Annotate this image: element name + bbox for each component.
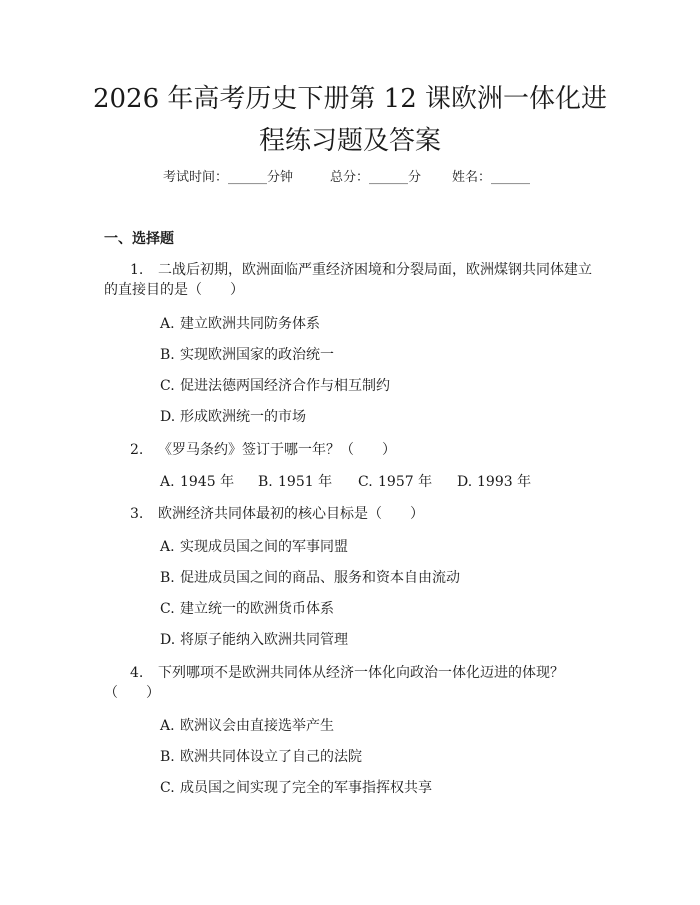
question-number: 1.: [130, 262, 144, 278]
title-line-1: 2026 年高考历史下册第 12 课欧洲一体化进: [92, 84, 608, 114]
q1-option-b: B. 实现欧洲国家的政治统一: [160, 347, 334, 363]
title-line-2: 程练习题及答案: [258, 126, 441, 156]
q2-option-d: D. 1993 年: [457, 474, 532, 490]
q3-option-a: A. 实现成员国之间的军事同盟: [160, 539, 348, 555]
question-number: 3.: [130, 506, 144, 522]
q2-option-c: C. 1957 年: [358, 474, 433, 490]
question-2: [104, 440, 604, 460]
q1-option-c: C. 促进法德两国经济合作与相互制约: [160, 378, 390, 394]
question-1: [104, 260, 604, 300]
document-title: [60, 78, 640, 162]
q4-option-c: C. 成员国之间实现了完全的军事指挥权共享: [160, 780, 432, 796]
question-stem: 二战后初期，欧洲面临严重经济困境和分裂局面，欧洲煤钢共同体建立的直接目的是（ ）: [104, 262, 592, 298]
student-name-field: 姓名：______: [452, 170, 531, 185]
question-stem: 《罗马条约》签订于哪一年？（ ）: [158, 442, 396, 458]
q2-option-b: B. 1951 年: [258, 474, 333, 490]
q3-option-c: C. 建立统一的欧洲货币体系: [160, 601, 334, 617]
total-score-field: 总分：______分: [330, 170, 422, 185]
section-heading: 一、选择题: [104, 231, 174, 247]
question-4: [104, 663, 604, 703]
q1-option-a: A. 建立欧洲共同防务体系: [160, 316, 320, 332]
question-3: [104, 504, 604, 524]
question-stem: 欧洲经济共同体最初的核心目标是（ ）: [158, 506, 424, 522]
exam-time-field: 考试时间：______分钟: [163, 170, 294, 185]
question-number: 2.: [130, 442, 144, 458]
q3-option-d: D. 将原子能纳入欧洲共同管理: [160, 632, 348, 648]
question-number: 4.: [130, 665, 144, 681]
q1-option-d: D. 形成欧洲统一的市场: [160, 409, 306, 425]
q4-option-a: A. 欧洲议会由直接选举产生: [160, 718, 334, 734]
q4-option-b: B. 欧洲共同体设立了自己的法院: [160, 749, 362, 765]
question-stem: 下列哪项不是欧洲共同体从经济一体化向政治一体化迈进的体现？（ ）: [104, 665, 564, 701]
q3-option-b: B. 促进成员国之间的商品、服务和资本自由流动: [160, 570, 460, 586]
q2-option-a: A. 1945 年: [160, 474, 235, 490]
